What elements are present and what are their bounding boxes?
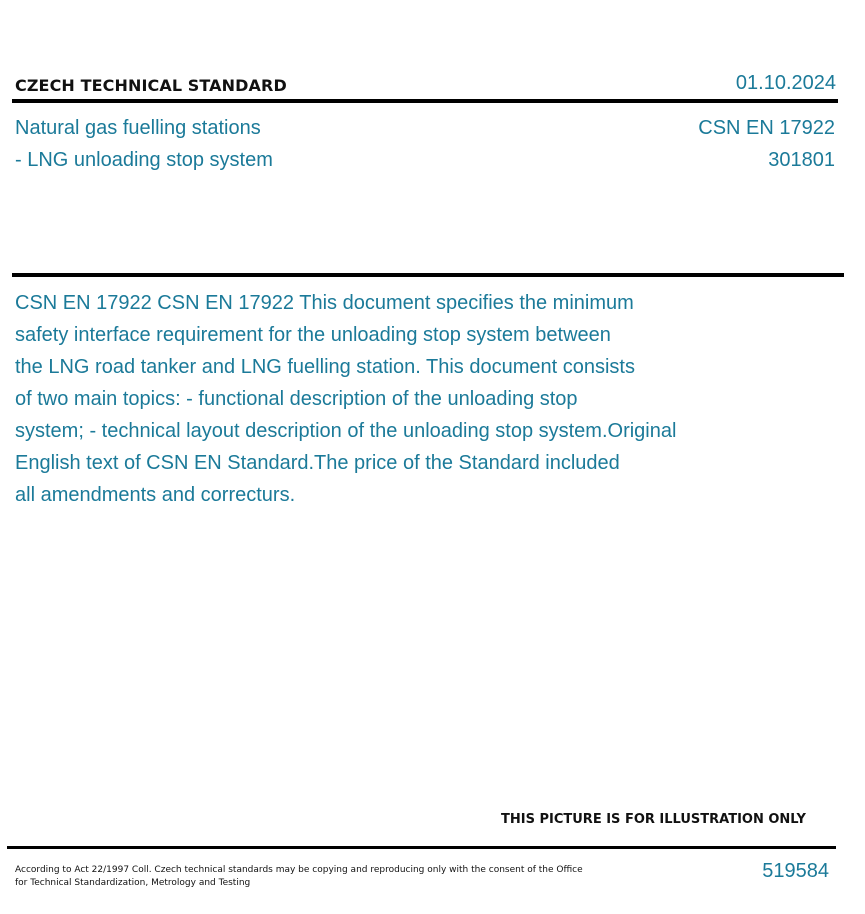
footer-divider: [7, 846, 836, 849]
document-heading: CZECH TECHNICAL STANDARD: [15, 76, 287, 95]
standard-title-line-1: Natural gas fuelling stations: [15, 117, 261, 139]
standard-description: CSN EN 17922 CSN EN 17922 This document specifies the minimum safety interface requirement for the unloading stop system between the LNG road tanker and LNG fuelling station. This document consists of two main topics: - functional description of the unloading stop system; - technical layout description of the unloading stop system.Original English text of CSN EN Standard.The price of the Standard included all amendments and correcturs.: [15, 292, 677, 506]
publication-date: 01.10.2024: [735, 72, 836, 94]
header-divider: [12, 99, 838, 103]
legal-notice: According to Act 22/1997 Coll. Czech technical standards may be copying and reproducing only with the consent of the Office for Technical Standardization, Metrology and Testing: [15, 865, 583, 888]
standard-title-line-2: - LNG unloading stop system: [15, 149, 273, 171]
title-divider: [12, 273, 844, 277]
document-id: 519584: [762, 860, 829, 882]
standard-code: CSN EN 17922: [698, 117, 835, 139]
illustration-note: THIS PICTURE IS FOR ILLUSTRATION ONLY: [501, 812, 806, 827]
catalog-number: 301801: [768, 149, 835, 171]
